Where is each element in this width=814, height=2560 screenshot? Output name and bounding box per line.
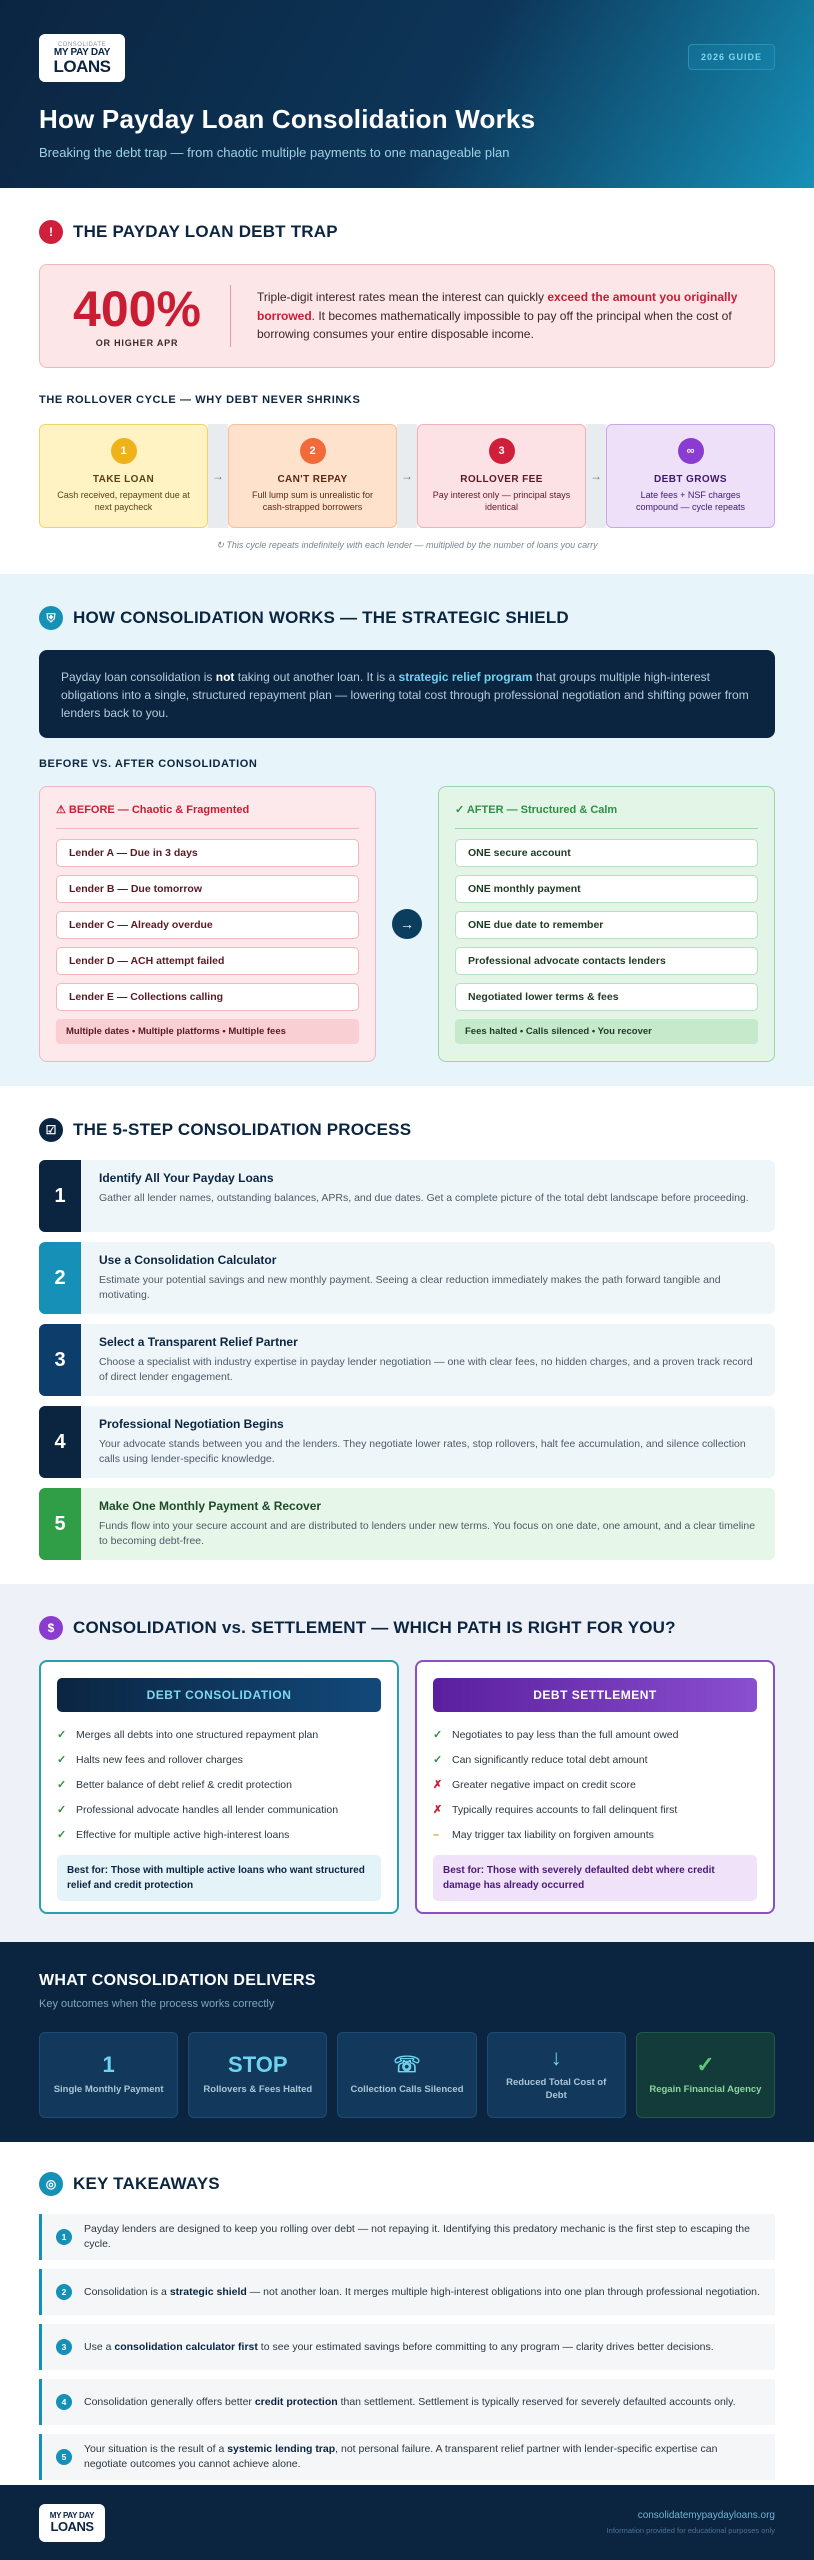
footer-logo[interactable] [39,2504,105,2542]
brand-logo[interactable] [39,34,125,82]
settlement-card [415,1660,775,1914]
consolidation-point-text: Professional advocate handles all lender communication [76,1803,339,1816]
outcome-value: 1 [102,2051,115,2077]
takeaway-item [39,2214,775,2260]
hero-header [0,0,814,188]
apr-description: Triple-digit interest rates mean the interest can quickly exceed the amount you originally borrowed. It becomes mathematically impossible to pay off the principal when the cost of borrowing consumes your entire disposable income. [257,290,738,342]
step-description: Funds flow into your secure account and are distributed to lenders under new terms. You focus on one date, one amount, and a clear timeline to becoming debt-free. [99,1520,756,1547]
takeaway-item [39,2434,775,2480]
outcome-value: ✓ [696,2051,715,2077]
process-step [39,1242,775,1314]
consolidation-card [39,1660,399,1914]
consolidation-best-for: Best for: Those with multiple active loans who want structured relief and credit protection [57,1855,381,1901]
step-number: 2 [39,1242,81,1314]
takeaway-text [84,2285,760,2300]
check-icon: ✓ [57,1754,67,1766]
check-icon: ✓ [433,1729,443,1741]
takeaway-text [84,2395,736,2410]
settlement-point-text: Negotiates to pay less than the full amount owed [452,1728,679,1741]
before-item: Lender A — Due in 3 days [56,839,359,867]
takeaway-item [39,2269,775,2315]
comparison-heading [39,1616,775,1640]
settlement-point [433,1772,757,1797]
check-icon: ✓ [57,1779,67,1791]
outcome-card [39,2032,178,2118]
cycle-step [39,424,208,528]
takeaway-number: 5 [56,2449,72,2465]
how-heading [39,606,775,630]
takeaway-text-part: to see your estimated savings before committing to any program — clarity drives better decisions. [257,2340,714,2353]
outcome-value: STOP [228,2051,288,2077]
takeaway-emphasis: credit protection [254,2395,338,2408]
cycle-step-number: 3 [489,438,515,464]
step-description: Your advocate stands between you and the lenders. They negotiate lower rates, stop rollovers, halt fee accumulation, and silence collection calls using lender-specific knowledge. [99,1438,746,1465]
after-panel [438,786,775,1062]
settlement-point-text: Typically requires accounts to fall delinquent first [452,1803,678,1816]
takeaway-text-part: Consolidation is a [84,2285,170,2298]
outcome-value: ↓ [550,2045,562,2071]
outcomes-section [0,1942,814,2142]
target-icon: ◎ [39,2172,63,2196]
takeaway-number: 3 [56,2339,72,2355]
step-title: Make One Monthly Payment & Recover [99,1499,322,1513]
dollar-icon: $ [39,1616,63,1640]
takeaway-emphasis: consolidation calculator first [114,2340,258,2353]
page-subtitle: Breaking the debt trap — from chaotic multiple payments to one manageable plan [39,145,510,160]
outcome-label: Reduced Total Cost of Debt [506,2077,607,2101]
rollover-cycle-title: THE ROLLOVER CYCLE — WHY DEBT NEVER SHRINKS [39,394,361,406]
after-item: ONE secure account [455,839,758,867]
takeaway-text-part: than settlement. Settlement is typically reserved for severely defaulted accounts only. [337,2395,736,2408]
before-item: Lender D — ACH attempt failed [56,947,359,975]
cycle-step [228,424,397,528]
takeaway-text-part: , not personal failure. A transparent relief partner with lender-specific expertise can negotiate outcomes you cannot achieve alone. [84,2443,718,2470]
cross-icon: ✗ [433,1804,443,1816]
step-body [81,1242,775,1314]
debt-trap-heading [39,220,775,244]
debt-trap-title: THE PAYDAY LOAN DEBT TRAP [73,222,338,241]
process-step [39,1160,775,1232]
footer-disclaimer: Information provided for educational purposes only [606,2526,775,2535]
step-number: 5 [39,1488,81,1560]
takeaway-item [39,2324,775,2370]
settlement-point-text: Greater negative impact on credit score [452,1778,636,1791]
cycle-note: ↻ This cycle repeats indefinitely with each lender — multiplied by the number of loans you carry [216,540,598,550]
takeaway-text [84,2442,761,2471]
outcome-card [188,2032,327,2118]
after-item: ONE monthly payment [455,875,758,903]
settlement-point-text: May trigger tax liability on forgiven amounts [452,1828,654,1841]
step-body [81,1406,775,1478]
consolidation-point-text: Better balance of debt relief & credit protection [76,1778,292,1791]
apr-label: OR HIGHER APR [95,338,179,348]
arrow-right-icon: → [397,424,417,528]
arrow-right-icon: → [208,424,228,528]
consolidation-point [57,1797,381,1822]
check-icon: ✓ [433,1754,443,1766]
arrow-right-icon: → [392,909,422,939]
takeaway-text-part: Consolidation generally offers better [84,2395,255,2408]
settlement-point-text: Can significantly reduce total debt amount [452,1753,648,1766]
page-footer [0,2485,814,2560]
consolidation-point [57,1747,381,1772]
cycle-step [606,424,775,528]
consolidation-point-text: Halts new fees and rollover charges [76,1753,243,1766]
alert-icon: ! [39,220,63,244]
consolidation-point [57,1822,381,1847]
arrow-right-icon: → [586,424,606,528]
before-after-comparison [39,786,775,1062]
settlement-best-for: Best for: Those with severely defaulted debt where credit damage has already occurred [433,1855,757,1901]
settlement-point [433,1747,757,1772]
checklist-icon: ☑ [39,1118,63,1142]
before-panel [39,786,376,1062]
step-title: Identify All Your Payday Loans [99,1171,274,1185]
after-item: ONE due date to remember [455,911,758,939]
step-body [81,1160,767,1232]
footer-logo-line-3: LOANS [50,2519,94,2534]
step-description: Choose a specialist with industry expertise in payday lender negotiation — one with clear fees, no hidden charges, and a proven track record of direct lender engagement. [99,1356,753,1383]
outcome-label: Regain Financial Agency [649,2083,762,2095]
process-step [39,1488,775,1560]
cycle-step-description: Full lump sum is unrealistic for cash-strapped borrowers [251,490,374,512]
cycle-step-title: DEBT GROWS [654,474,727,486]
cross-icon: ✗ [433,1779,443,1791]
how-it-works-section [0,574,814,1086]
step-title: Use a Consolidation Calculator [99,1253,277,1267]
logo-line-3: LOANS [53,56,111,76]
page-title: How Payday Loan Consolidation Works [39,104,536,134]
step-description: Estimate your potential savings and new monthly payment. Seeing a clear reduction immediately makes the path forward tangible and motivating. [99,1274,721,1301]
cycle-step-description: Cash received, repayment due at next paycheck [57,490,190,512]
outcomes-title: WHAT CONSOLIDATION DELIVERS [39,1972,316,1989]
step-number: 3 [39,1324,81,1396]
after-heading: ✓ AFTER — Structured & Calm [455,803,758,829]
after-footer: Fees halted • Calls silenced • You recover [455,1019,758,1044]
process-heading [39,1118,775,1142]
takeaway-number: 2 [56,2284,72,2300]
check-icon: ✓ [57,1829,67,1841]
shield-icon: ⛨ [39,606,63,630]
before-heading: ⚠ BEFORE — Chaotic & Fragmented [56,803,359,829]
takeaway-number: 4 [56,2394,72,2410]
settlement-heading: DEBT SETTLEMENT [433,1678,757,1712]
consolidation-heading: DEBT CONSOLIDATION [57,1678,381,1712]
rollover-cycle [39,424,775,528]
before-item: Lender E — Collections calling [56,983,359,1011]
footer-logo-line-2: MY PAY DAY [49,2511,95,2520]
step-number: 4 [39,1406,81,1478]
takeaway-text-part: — not another loan. It merges multiple high-interest obligations into one plan through professional negotiation. [246,2285,760,2298]
process-title: THE 5-STEP CONSOLIDATION PROCESS [73,1120,412,1139]
consolidation-point [57,1772,381,1797]
step-body [81,1488,775,1560]
consolidation-point-text: Merges all debts into one structured repayment plan [76,1728,319,1741]
before-item: Lender C — Already overdue [56,911,359,939]
settlement-point [433,1797,757,1822]
site-link[interactable]: consolidatemypaydayloans.org [637,2510,775,2521]
consolidation-point-text: Effective for multiple active high-interest loans [76,1828,290,1841]
step-body [81,1324,775,1396]
cycle-step-number: 2 [300,438,326,464]
outcome-card [636,2032,775,2118]
takeaway-text [84,2340,714,2355]
after-item: Professional advocate contacts lenders [455,947,758,975]
outcome-label: Single Monthly Payment [53,2083,164,2095]
step-number: 1 [39,1160,81,1232]
how-title: HOW CONSOLIDATION WORKS — THE STRATEGIC SHIELD [73,608,569,627]
cycle-step-number: ∞ [678,438,704,464]
process-step [39,1406,775,1478]
takeaway-text-part: Your situation is the result of a [84,2443,228,2456]
step-title: Professional Negotiation Begins [99,1417,284,1431]
apr-divider [230,285,231,347]
apr-value: 400% [73,281,201,337]
logo-line-2: MY PAY DAY [53,46,111,58]
apr-stat [62,281,212,348]
cycle-step-title: CAN'T REPAY [277,474,348,486]
cycle-step-title: TAKE LOAN [92,474,155,486]
outcome-label: Collection Calls Silenced [350,2083,464,2095]
outcome-card [487,2032,626,2118]
before-item: Lender B — Due tomorrow [56,875,359,903]
guide-badge: 2026 GUIDE [688,44,775,70]
dash-icon: – [433,1828,440,1841]
process-section [0,1086,814,1584]
settlement-point [433,1722,757,1747]
comparison-title: CONSOLIDATION vs. SETTLEMENT — WHICH PATH IS RIGHT FOR YOU? [73,1618,676,1637]
before-footer: Multiple dates • Multiple platforms • Multiple fees [56,1019,359,1044]
consolidation-point [57,1722,381,1747]
takeaway-text [84,2222,761,2251]
how-callout: Payday loan consolidation is not taking out another loan. It is a strategic relief program that groups multiple high-interest obligations into a single, structured repayment plan — lowering total cost through professional negotiation and shifting power from lenders back to you. [39,650,775,738]
comparison-section [0,1584,814,1942]
outcome-value: ☏ [393,2051,421,2077]
takeaways-title: KEY TAKEAWAYS [73,2174,220,2193]
takeaway-item [39,2379,775,2425]
takeaway-text-part: Payday lenders are designed to keep you rolling over debt — not repaying it. Identifying this predatory mechanic is the first step to escaping the cycle. [84,2223,750,2250]
settlement-point [433,1822,757,1847]
outcome-cards [39,2032,775,2118]
check-icon: ✓ [57,1729,67,1741]
cycle-step-number: 1 [111,438,137,464]
after-item: Negotiated lower terms & fees [455,983,758,1011]
cycle-step-description: Pay interest only — principal stays identical [432,490,571,512]
check-icon: ✓ [57,1804,67,1816]
step-description: Gather all lender names, outstanding balances, APRs, and due dates. Get a complete picture of the total debt landscape before proceeding. [99,1192,749,1204]
takeaways-section [0,2142,814,2485]
step-title: Select a Transparent Relief Partner [99,1335,298,1349]
outcome-card [337,2032,476,2118]
cycle-step-title: ROLLOVER FEE [460,474,543,486]
outcome-label: Rollovers & Fees Halted [203,2083,313,2095]
apr-callout [39,264,775,368]
takeaway-emphasis: strategic shield [169,2285,247,2298]
takeaway-number: 1 [56,2229,72,2245]
debt-trap-section [0,188,814,574]
takeaways-heading [39,2172,775,2196]
before-after-title: BEFORE VS. AFTER CONSOLIDATION [39,758,258,770]
outcomes-subtitle: Key outcomes when the process works correctly [39,1998,275,2010]
process-step [39,1324,775,1396]
step-list [39,1160,775,1560]
takeaway-list [39,2214,775,2480]
takeaway-text-part: Use a [84,2340,115,2353]
cycle-step [417,424,586,528]
cycle-step-description: Late fees + NSF charges compound — cycle repeats [635,490,746,512]
logo-line-1: CONSOLIDATE [57,41,107,48]
takeaway-emphasis: systemic lending trap [227,2443,336,2456]
